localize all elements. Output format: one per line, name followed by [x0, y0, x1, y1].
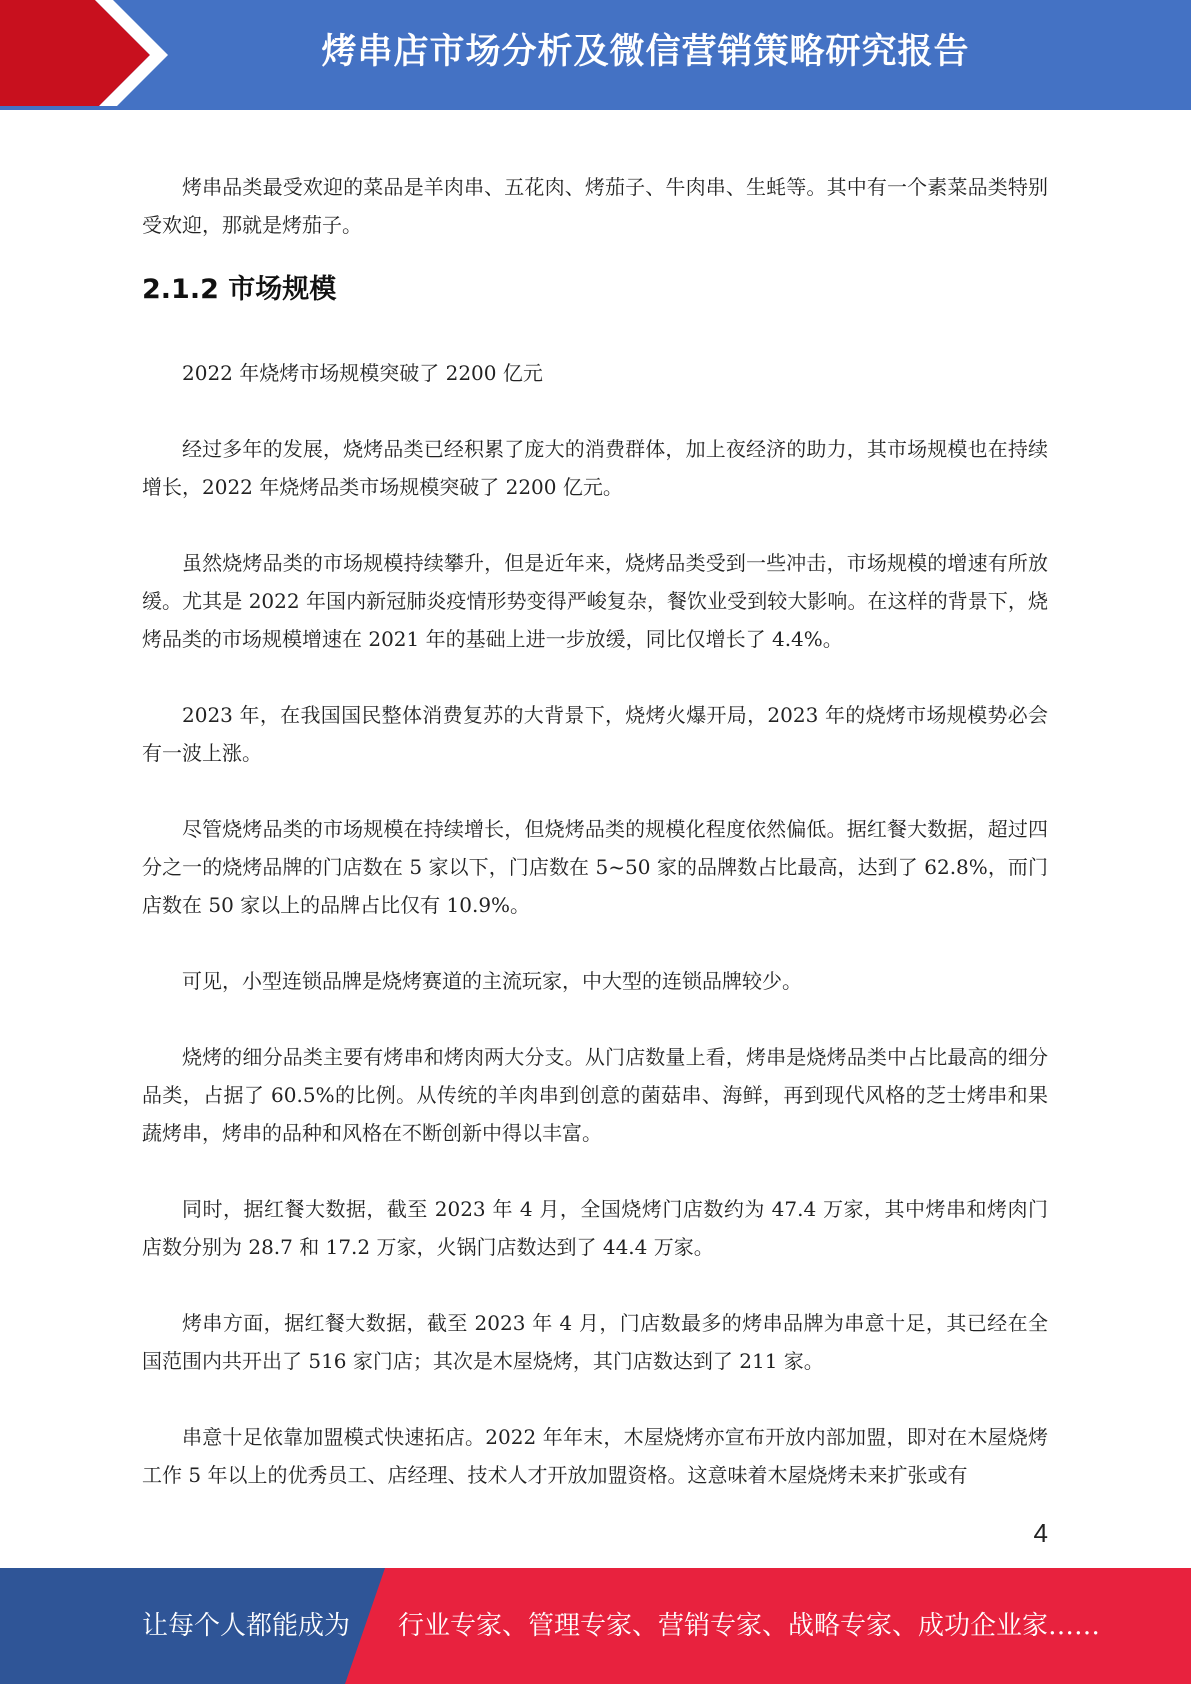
paragraph: 串意十足依靠加盟模式快速拓店。2022 年年末，木屋烧烤亦宣布开放内部加盟，即对在木屋烧烤工作 5 年以上的优秀员工、店经理、技术人才开放加盟资格。这意味着木屋烧烤未来扩张或有 [142, 1425, 1048, 1487]
page-header [0, 0, 1191, 110]
section-heading: 2.1.2 市场规模 [142, 274, 337, 305]
document-title: 烤串店市场分析及微信营销策略研究报告 [321, 32, 970, 72]
paragraph: 尽管烧烤品类的市场规模在持续增长，但烧烤品类的规模化程度依然偏低。据红餐大数据，超过四分之一的烧烤品牌的门店数在 5 家以下，门店数在 5~50 家的品牌数占比最高，达到了 62.8%，而门店数在 50 家以上的品牌占比仅有 10.9%。 [142, 817, 1048, 917]
page-number: 4 [1033, 1518, 1048, 1548]
paragraph: 烤串方面，据红餐大数据，截至 2023 年 4 月，门店数最多的烤串品牌为串意十足，其已经在全国范围内共开出了 516 家门店；其次是木屋烧烤，其门店数达到了 211 家。 [142, 1311, 1048, 1373]
page-footer [0, 1568, 1191, 1684]
paragraph: 2022 年烧烤市场规模突破了 2200 亿元 [182, 361, 543, 385]
paragraph: 经过多年的发展，烧烤品类已经积累了庞大的消费群体，加上夜经济的助力，其市场规模也在持续增长，2022 年烧烤品类市场规模突破了 2200 亿元。 [142, 437, 1048, 499]
intro-paragraph: 烤串品类最受欢迎的菜品是羊肉串、五花肉、烤茄子、牛肉串、生蚝等。其中有一个素菜品类特别受欢迎，那就是烤茄子。 [142, 175, 1048, 237]
paragraph: 虽然烧烤品类的市场规模持续攀升，但是近年来，烧烤品类受到一些冲击，市场规模的增速有所放缓。尤其是 2022 年国内新冠肺炎疫情形势变得严峻复杂，餐饮业受到较大影响。在这样的背景下，烧烤品类的市场规模增速在 2021 年的基础上进一步放缓，同比仅增长了 4.4%。 [142, 551, 1048, 651]
paragraph: 同时，据红餐大数据，截至 2023 年 4 月，全国烧烤门店数约为 47.4 万家，其中烤串和烤肉门店数分别为 28.7 和 17.2 万家，火锅门店数达到了 44.4 万家。 [142, 1197, 1048, 1259]
header-bottom-line [0, 106, 1191, 110]
footer-slogan-right: 行业专家、管理专家、营销专家、战略专家、成功企业家…… [398, 1611, 1101, 1641]
paragraph: 可见，小型连锁品牌是烧烤赛道的主流玩家，中大型的连锁品牌较少。 [182, 969, 802, 993]
paragraph: 2023 年，在我国国民整体消费复苏的大背景下，烧烤火爆开局，2023 年的烧烤市场规模势必会有一波上涨。 [142, 703, 1048, 765]
footer-slogan-left: 让每个人都能成为 [142, 1611, 351, 1641]
paragraph: 烧烤的细分品类主要有烤串和烤肉两大分支。从门店数量上看，烤串是烧烤品类中占比最高的细分品类，占据了 60.5%的比例。从传统的羊肉串到创意的菌菇串、海鲜，再到现代风格的芝士烤串和果蔬烤串，烤串的品种和风格在不断创新中得以丰富。 [142, 1045, 1048, 1145]
page-content [142, 168, 1048, 1532]
